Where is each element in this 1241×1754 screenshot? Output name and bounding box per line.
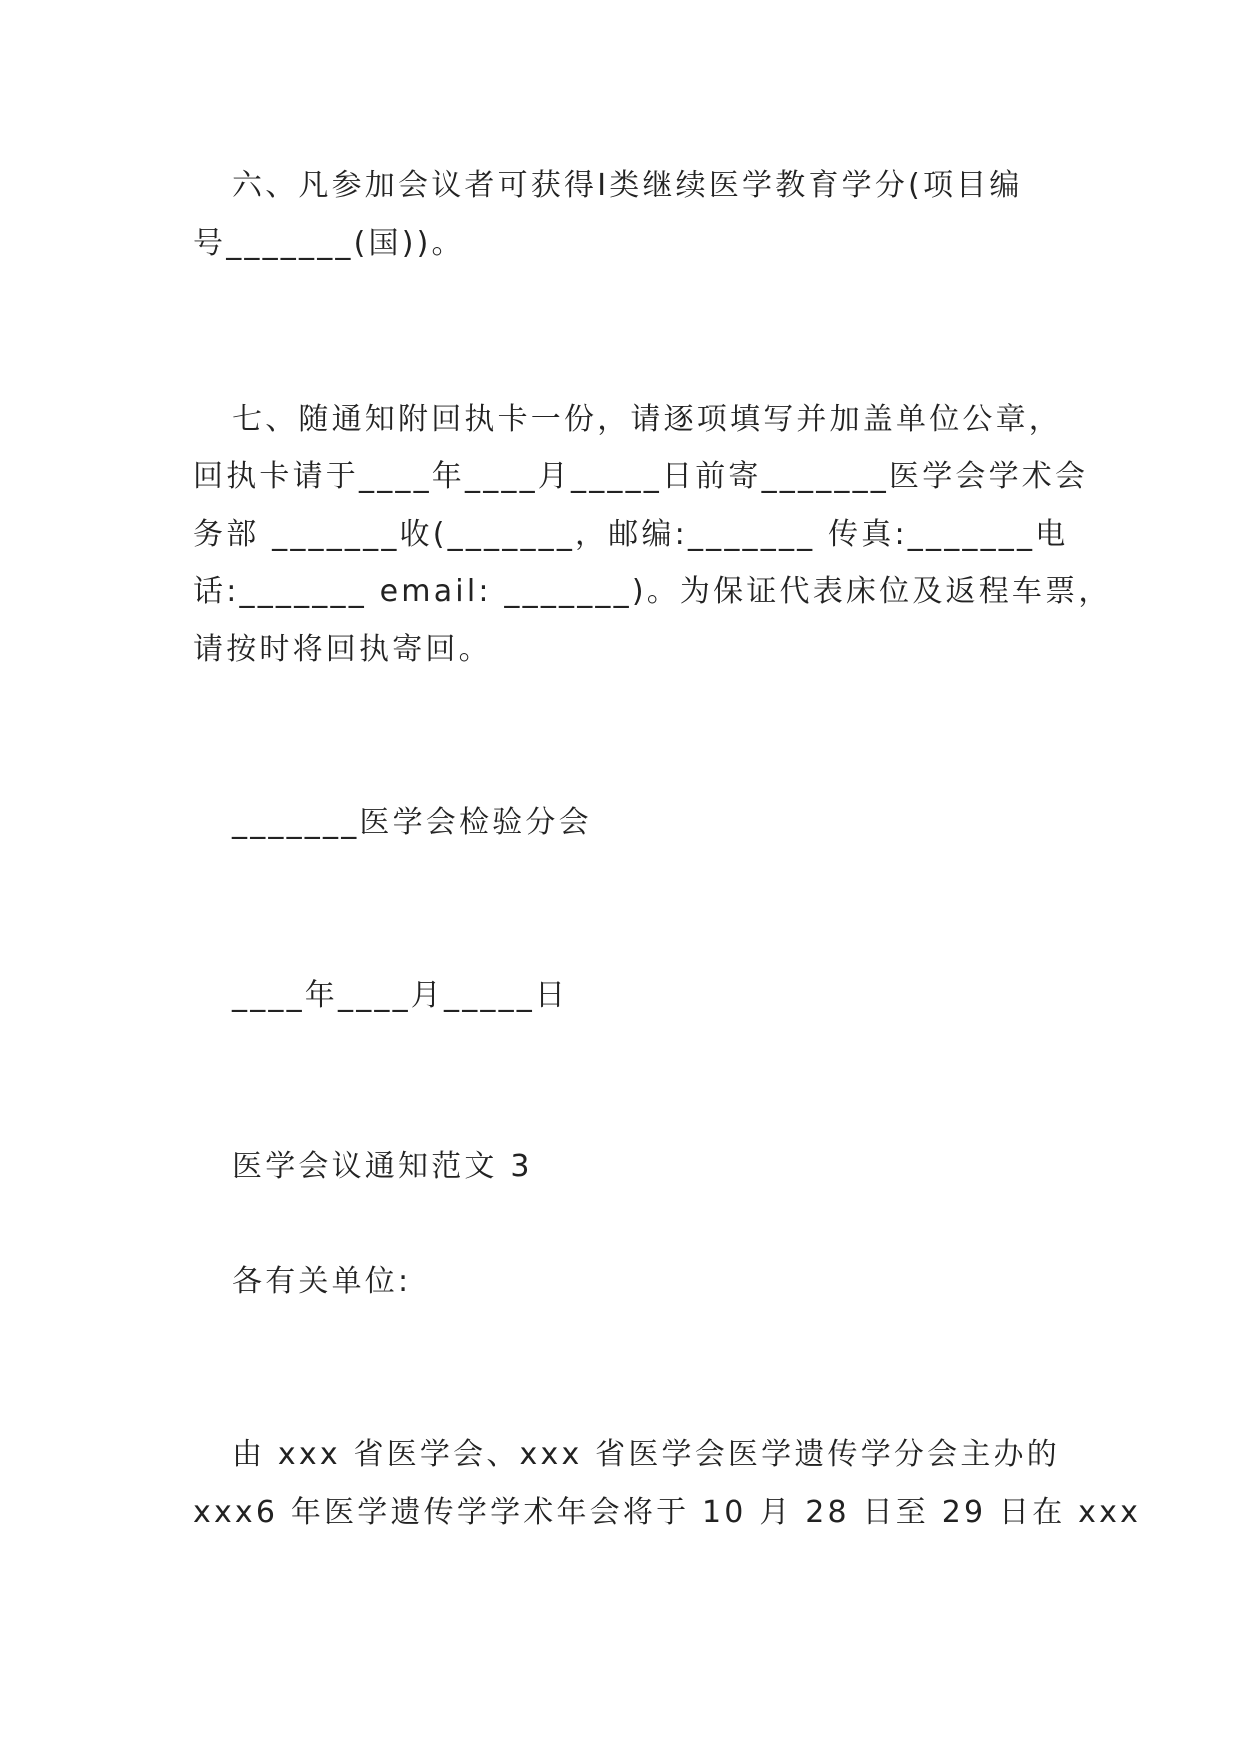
body-line-1: 由 xxx 省医学会、xxx 省医学会医学遗传学分会主办的	[232, 1437, 1060, 1472]
item-7-line-2: 回执卡请于____年____月_____日前寄_______医学会学术会	[193, 459, 1089, 494]
item-6-line-2: 号_______(国))。	[193, 226, 465, 261]
section-heading: 医学会议通知范文 3	[232, 1149, 533, 1184]
body-line-2: xxx6 年医学遗传学学术年会将于 10 月 28 日至 29 日在 xxx	[193, 1495, 1142, 1530]
item-7-line-4: 话:_______ email: _______)。为保证代表床位及返程车票，	[193, 574, 1112, 609]
item-7-line-1: 七、随通知附回执卡一份，请逐项填写并加盖单位公章，	[232, 402, 1062, 437]
item-6-line-1: 六、凡参加会议者可获得Ⅰ类继续医学教育学分(项目编	[232, 168, 1023, 203]
item-7-line-5: 请按时将回执寄回。	[193, 632, 492, 667]
salutation: 各有关单位:	[232, 1264, 412, 1299]
signature-date: ____年____月_____日	[232, 978, 569, 1013]
signature-organization: _______医学会检验分会	[232, 805, 592, 840]
item-7-line-3: 务部 _______收(_______，邮编:_______ 传真:_______电	[193, 517, 1069, 552]
